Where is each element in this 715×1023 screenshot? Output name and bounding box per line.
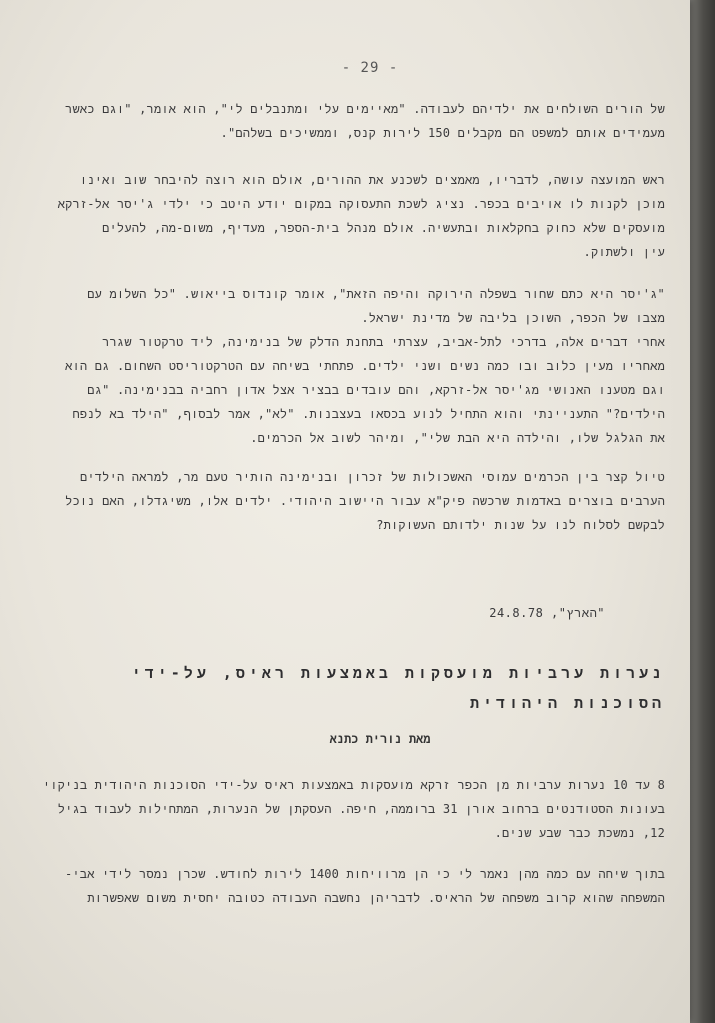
paragraph-5	[65, 465, 665, 537]
headline-line: הסוכנות היהודית	[469, 694, 665, 712]
text-line: מצבו של הכפר, השוכן בליבה של מדינת ישראל.	[361, 311, 665, 325]
paragraph-4	[65, 330, 665, 450]
article-paragraph-1	[43, 773, 665, 845]
headline-line: נערות ערביות מועסקות באמצעות ראיס, על-ידי	[131, 664, 665, 682]
text-line: הערבים בוצרים באדמות שרכשה פיק"א עבור היישוב היהודי. ילדים אלו, משיגדלו, האם נוכל	[65, 494, 665, 508]
article-headline	[132, 658, 665, 718]
text-line: מועסקים שלא כחוק בחקלאות ובתעשיה. אולם מנהל בית-הספר, מעדיף, משום-מה, להעלים	[102, 221, 665, 235]
article-byline: מאת נורית כתנא	[329, 732, 431, 746]
text-line: אחרי דברים אלה, בדרכי לתל-אביב, עצרתי בתחנת הדלק של בנימינה, ליד טרקטור שגרר	[102, 335, 665, 349]
text-line: 8 עד 10 נערות ערביות מן הכפר זרקא מועסקות באמצעות ראיס על-ידי הסוכנות היהודית בניקוי	[42, 778, 665, 792]
article-paragraph-2	[65, 862, 665, 910]
text-line: וגם מטענו האנושי מג'יסר אל-זרקא, והם עובדים בבציר אצל אדון רחביה בבנימינה. "גם	[87, 383, 665, 397]
text-line: עין ולשתוק.	[583, 245, 665, 259]
text-line: מעמידים אותם למשפט הם מקבלים 150 לירות קנס, וממשיכים בשלהם".	[220, 126, 665, 140]
paragraph-2	[58, 168, 665, 264]
text-line: את הגלגל שלו, והילדה היא הבת שלי", ומיהר לשוב אל הכרמים.	[250, 431, 665, 445]
text-line: ראש המועצה עושה, לדבריו, מאמצים לשכנע את ההורים, אולם הוא רוצה להיבחר שוב ואינו	[79, 173, 665, 187]
page-number: - 29 -	[341, 60, 399, 76]
text-line: בתוך שיחה עם כמה מהן נאמר לי כי הן מרוויחות 1400 לירות לחודש. שכרן נמסר לידי אבי-	[64, 867, 665, 881]
text-line: "ג'יסר היא כתם שחור בשפלה הירוקה והיפה הזאת", אומר קונדוס בייאוש. "כל השלומ עם	[87, 287, 665, 301]
text-line: בעונות הסטודנטים ברחוב אורן 31 ברוממה, חיפה. העסקתן של הנערות, המתחילות לעבוד בגיל	[57, 802, 665, 816]
text-line: מוכן לקנות לו אויבים בכפר. נציג לשכת התעסוקה במקום יודע היטב כי ילדי ג'יסר אל-זרקא	[57, 197, 665, 211]
source-citation: "הארץ", 24.8.78	[489, 606, 605, 620]
text-line: המשפחה שהוא קרוב משפחה של הראיס. לדבריהן נחשבה העבודה כטובה יחסית משום שאפשרות	[87, 891, 665, 905]
text-line: 12, נמשכת כבר שבע שנים.	[494, 826, 665, 840]
text-line: לבקשם לסלוח לנו על שנות ילדותם העשוקות?	[376, 518, 665, 532]
text-line: הילדים?" התעניינתי והוא התחיל לנוע בכסאו בעצבנות. "לא", אמר לבסוף, "הילד בא לנפח	[72, 407, 665, 421]
text-line: של הורים השולחים את ילדיהם לעבודה. "מאיימים עלי ומתנבלים לי", הוא אומר, "וגם כאשר	[65, 102, 665, 116]
text-line: טיול קצר בין הכרמים עמוסי האשכולות של זכרון ובנימינה הותיר טעם מר, למראה הילדים	[79, 470, 665, 484]
paragraph-3	[87, 282, 665, 330]
text-line: מאחריו מעין כלוב ובו כמה נשים ושני ילדים. פתחתי בשיחה עם הטרקטוריסט השחום. גם הוא	[65, 359, 665, 373]
paragraph-1	[65, 97, 665, 145]
